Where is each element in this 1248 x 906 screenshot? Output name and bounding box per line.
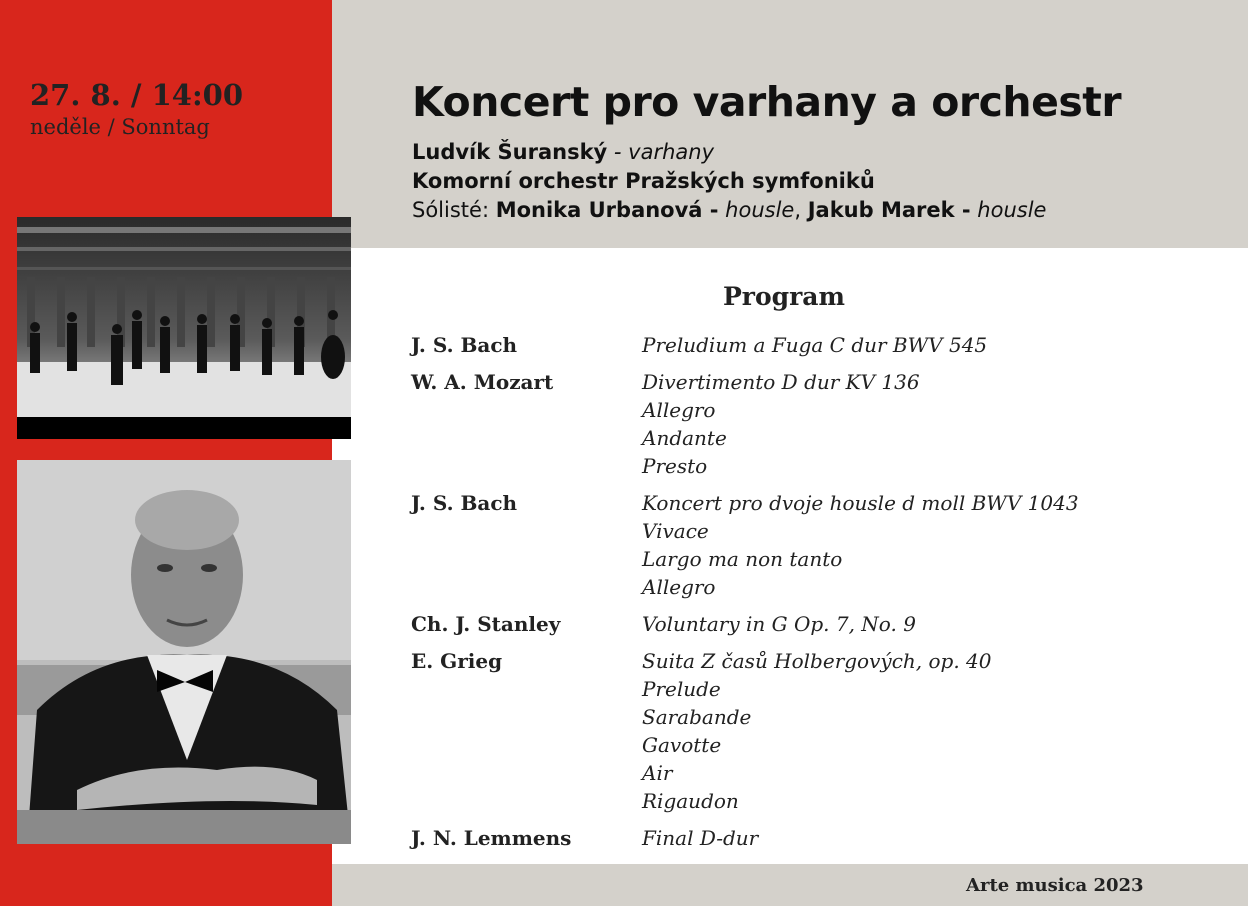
program-movement: Gavotte [642,733,722,757]
program-work: Suita Z časů Holbergových, op. 40 [642,649,992,673]
program-movement: Air [642,761,673,785]
program-movement: Vivace [642,519,709,543]
performer-line [412,140,714,164]
performer-name: Ludvík Šuranský [412,140,608,164]
orchestra-line [412,169,875,193]
program-work: Divertimento D dur KV 136 [642,370,920,394]
program-movement: Sarabande [642,705,752,729]
program-movement: Prelude [642,677,721,701]
program-work: Final D-dur [642,826,759,850]
soloist-separator: , [794,198,808,222]
program-movement: Largo ma non tanto [642,547,843,571]
program-composer: J. S. Bach [411,491,518,515]
soloists-line [412,198,1046,222]
soloist-2-name: Jakub Marek - [807,198,971,222]
program-composer: J. S. Bach [411,333,518,357]
program-movement: Rigaudon [642,789,739,813]
program-composer: W. A. Mozart [411,370,554,394]
program-movement: Allegro [642,398,716,422]
program-movement: Andante [642,426,727,450]
soloist-1-name: Monika Urbanová - [495,198,719,222]
program-composer: E. Grieg [411,649,503,673]
soloist-1-role: housle [718,198,795,222]
soloist-2-role: housle [970,198,1047,222]
event-date: 27. 8. / 14:00 [30,78,244,112]
organist-portrait [17,460,351,844]
event-day: neděle / Sonntag [30,115,210,139]
program-composer: J. N. Lemmens [411,826,572,850]
program-movement: Allegro [642,575,716,599]
performer-role: - varhany [607,140,715,164]
program-work: Voluntary in G Op. 7, No. 9 [642,612,916,636]
program-composer: Ch. J. Stanley [411,612,561,636]
page-title: Koncert pro varhany a orchestr [412,78,1122,126]
orchestra-name: Komorní orchestr Pražských symfoniků [412,169,875,193]
soloists-label: Sólisté: [412,198,496,222]
program-work: Koncert pro dvoje housle d moll BWV 1043 [642,491,1079,515]
orchestra-photo [17,217,351,439]
program-movement: Presto [642,454,708,478]
program-work: Preludium a Fuga C dur BWV 545 [642,333,988,357]
footer-label: Arte musica 2023 [966,875,1144,896]
program-heading: Program [723,282,845,311]
